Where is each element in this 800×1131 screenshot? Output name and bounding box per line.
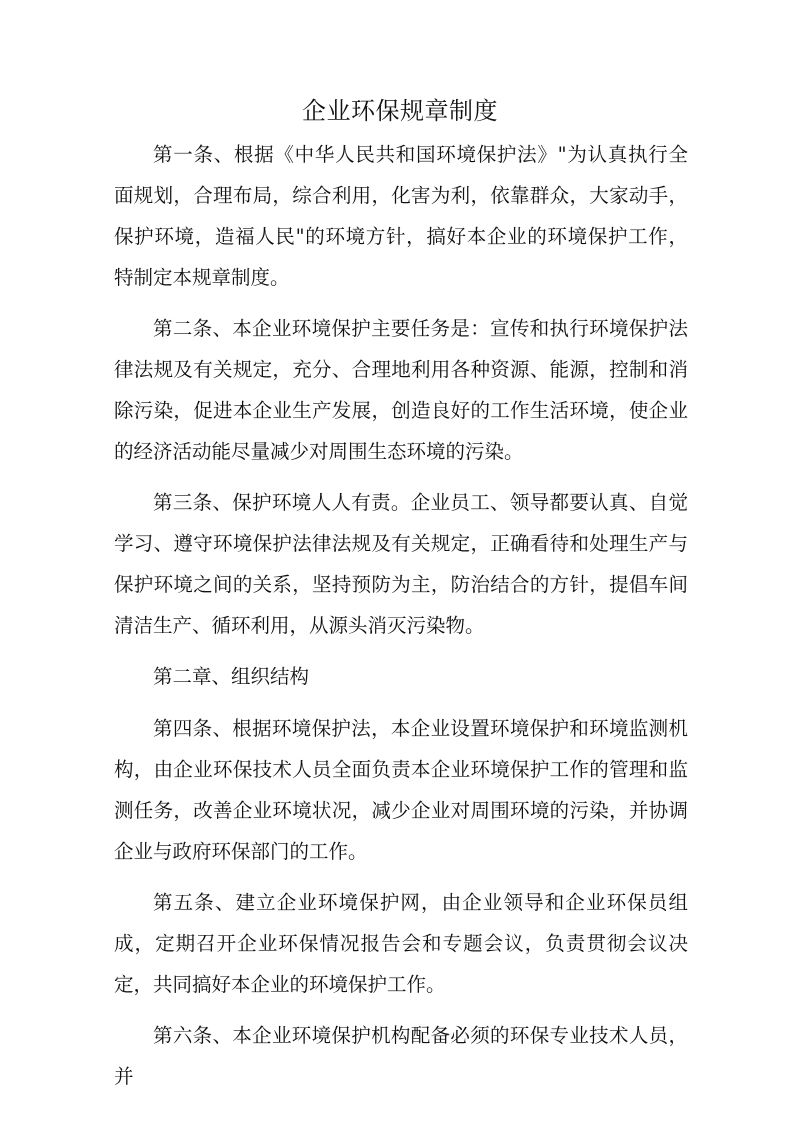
article-2-paragraph: 第二条、本企业环境保护主要任务是：宣传和执行环境保护法律法规及有关规定，充分、合理地利用各种资源、能源，控制和消除污染，促进本企业生产发展，创造良好的工作生活环境，使企业的经济活动能尽量减少对周围生态环境的污染。: [114, 317, 688, 463]
document-body: [114, 134, 688, 1107]
chapter-2-heading: 第二章、组织结构: [153, 665, 310, 688]
article-4-paragraph: 第四条、根据环境保护法，本企业设置环境保护和环境监测机构，由企业环保技术人员全面负责本企业环境保护工作的管理和监测任务，改善企业环境状况，减少企业对周围环境的污染，并协调企业与政府环保部门的工作。: [114, 717, 688, 863]
article-3-paragraph: 第三条、保护环境人人有责。企业员工、领导都要认真、自觉学习、遵守环境保护法律法规及有关规定，正确看待和处理生产与保护环境之间的关系，坚持预防为主，防治结合的方针，提倡车间清洁生产、循环利用，从源头消灭污染物。: [114, 491, 688, 637]
article-6-paragraph: 第六条、本企业环境保护机构配备必须的环保专业技术人员，并: [114, 1024, 688, 1088]
article-1-paragraph: 第一条、根据《中华人民共和国环境保护法》"为认真执行全面规划，合理布局，综合利用，化害为利，依靠群众，大家动手，保护环境，造福人民"的环境方针，搞好本企业的环境保护工作，特制定本规章制度。: [114, 143, 688, 289]
document-title: 企业环保规章制度: [302, 97, 498, 125]
article-5-paragraph: 第五条、建立企业环境保护网，由企业领导和企业环保员组成，定期召开企业环保情况报告会和专题会议，负责贯彻会议决定，共同搞好本企业的环境保护工作。: [114, 891, 688, 996]
